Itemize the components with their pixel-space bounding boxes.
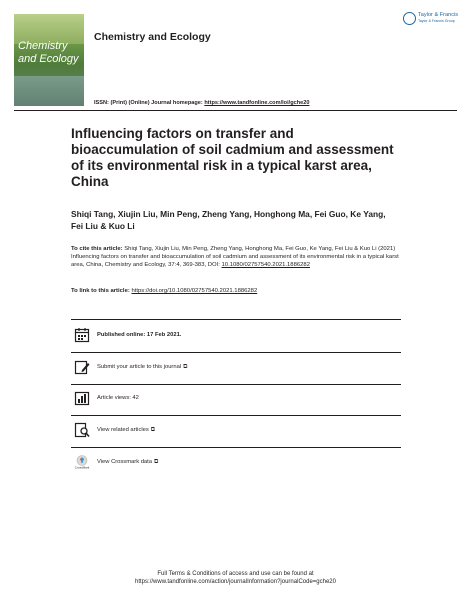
row-divider [71, 319, 401, 320]
row-divider [71, 415, 401, 416]
external-link-icon: ⧉ [183, 364, 188, 370]
row-divider [71, 447, 401, 448]
article-link-line [71, 288, 257, 294]
edit-pencil-icon [74, 359, 90, 375]
cite-doi-link[interactable]: 10.1080/02757540.2021.1886282 [221, 262, 310, 268]
journal-cover-image [14, 14, 84, 106]
row-divider [71, 384, 401, 385]
article-title: Influencing factors on transfer and bioaccumulation of soil cadmium and assessment of its environmental risk in a typical karst area, China [71, 126, 394, 189]
article-views-text: Article views: 42 [97, 395, 139, 401]
taylor-francis-logo-icon [403, 12, 416, 25]
crossmark-link[interactable] [97, 459, 158, 466]
crossmark-icon [74, 454, 90, 470]
submit-label: Submit your article to this journal [97, 364, 182, 370]
link-label: To link to this article: [71, 288, 132, 294]
header-divider [14, 110, 457, 111]
external-link-icon: ⧉ [153, 459, 159, 465]
footer-terms-text: Full Terms & Conditions of access and use can be found at [157, 571, 314, 577]
crossmark-label: View Crossmark data [97, 459, 152, 465]
issn-label: ISSN: (Print) (Online) Journal homepage: [94, 100, 205, 106]
article-authors: Shiqi Tang, Xiujin Liu, Min Peng, Zheng Yang, Honghong Ma, Fei Guo, Ke Yang, Fei Liu & Kuo Li [71, 209, 386, 231]
external-link-icon: ⧉ [150, 427, 156, 433]
published-online-text [97, 332, 181, 338]
cover-title-line1: Chemistry [18, 40, 68, 52]
cover-water [14, 76, 84, 106]
published-date: Published online: 17 Feb 2021. [97, 332, 182, 338]
bar-chart-icon [74, 390, 90, 406]
cover-title-line2: and Ecology [18, 53, 79, 65]
submit-article-link[interactable] [97, 364, 187, 371]
publisher-sub: Taylor & Francis Group [418, 19, 455, 23]
cite-text: Shiqi Tang, Xiujin Liu, Min Peng, Zheng Yang, Honghong Ma, Fei Guo, Ke Yang, Fei Liu & Kuo Li (2021) Influencing factors on transfer and bioaccumulation of soil cadmium and assessment of its environmental risk in a typical karst area, China, Chemistry and Ecology, 37:4, 369-383, DOI: [71, 246, 399, 268]
related-articles-link[interactable] [97, 427, 155, 434]
journal-homepage-link[interactable]: https://www.tandfonline.com/loi/gche20 [204, 100, 310, 106]
search-document-icon [74, 422, 90, 438]
crossmark-badge-text: CrossMark [74, 465, 90, 470]
cite-label: To cite this article: [71, 246, 125, 252]
row-divider [71, 352, 401, 353]
article-doi-link[interactable]: https://doi.org/10.1080/02757540.2021.1886282 [131, 288, 258, 294]
calendar-icon [74, 327, 90, 343]
journal-title: Chemistry and Ecology [94, 31, 211, 43]
footer-terms-link[interactable]: https://www.tandfonline.com/action/journalInformation?journalCode=gche20 [135, 579, 336, 585]
related-label: View related articles [97, 427, 149, 433]
issn-line [94, 100, 309, 106]
publisher-name: Taylor & Francis [418, 12, 459, 18]
citation-block [71, 245, 401, 269]
